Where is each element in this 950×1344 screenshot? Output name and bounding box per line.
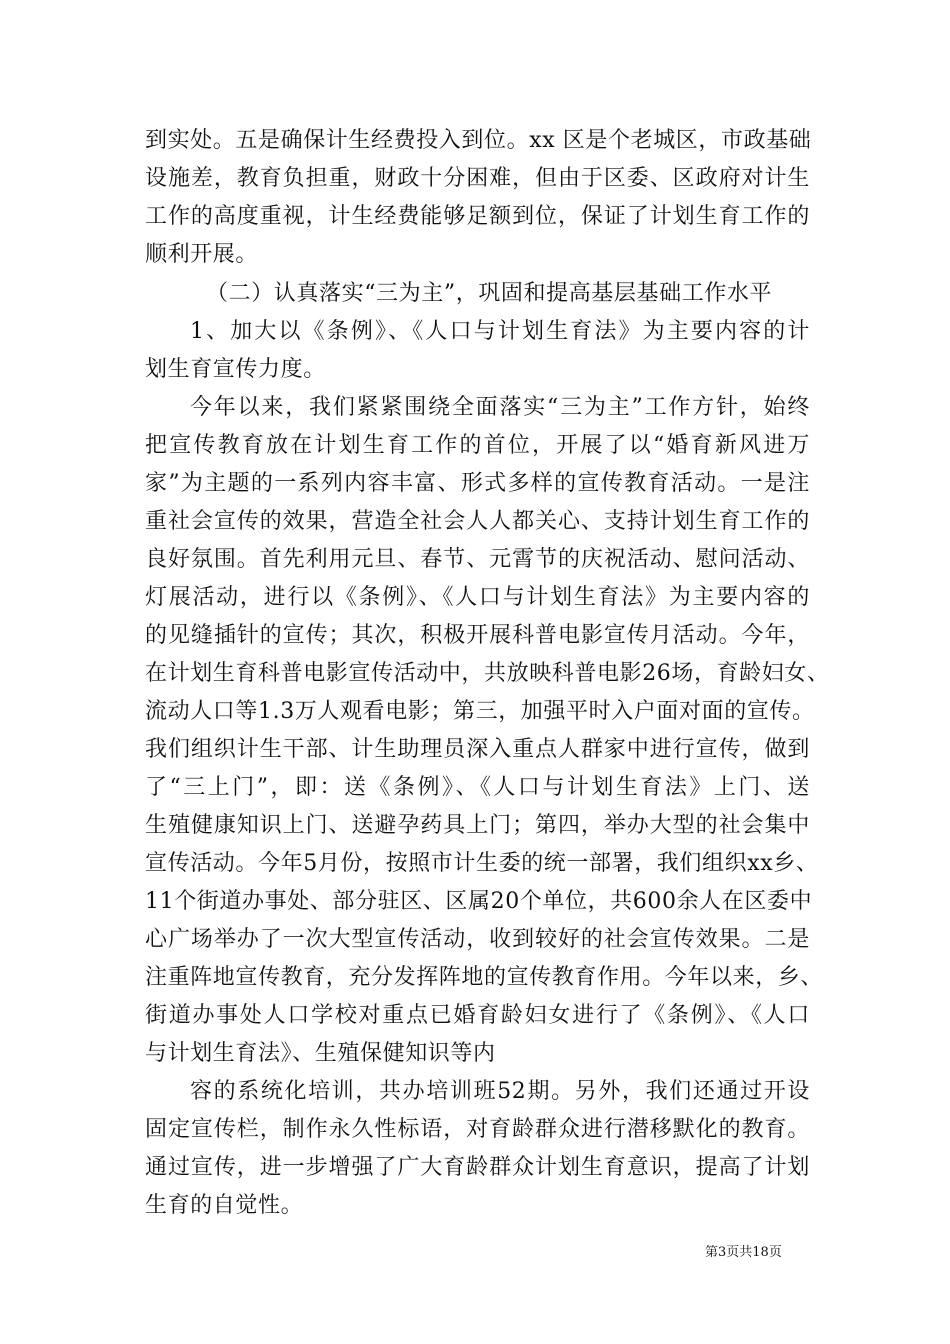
text-line: 划生育宣传力度。 xyxy=(145,357,326,382)
text-line: 固定宣传栏，制作永久性标语，对育龄群众进行潜移默化的教育。 xyxy=(145,1117,810,1142)
text-line: 了“三上门”，即：送《条例》、《人口与计划生育法》上门、送 xyxy=(145,775,810,800)
text-line: 我们组织计生干部、计生助理员深入重点人群家中进行宣传，做到 xyxy=(145,737,810,762)
text-line: 1、加大以《条例》、《人口与计划生育法》为主要内容的计 xyxy=(190,319,810,344)
text-line: 工作的高度重视，计生经费能够足额到位，保证了计划生育工作的 xyxy=(145,204,810,229)
text-line: 心广场举办了一次大型宣传活动，收到较好的社会宣传效果。二是 xyxy=(145,927,810,952)
text-line: 良好氛围。首先利用元旦、春节、元霄节的庆祝活动、慰问活动、 xyxy=(145,547,810,572)
text-line: 顺利开展。 xyxy=(145,242,259,267)
text-line: 家”为主题的一系列内容丰富、形式多样的宣传教育活动。一是注 xyxy=(145,471,810,496)
text-line: 设施差，教育负担重，财政十分困难，但由于区委、区政府对计生 xyxy=(145,166,810,191)
page-number: 第3页共18页 xyxy=(705,1245,782,1260)
text-line: 生育的自觉性。 xyxy=(145,1193,304,1218)
text-line: 灯展活动，进行以《条例》、《人口与计划生育法》为主要内容的 xyxy=(145,585,810,610)
text-line: 到实处。五是确保计生经费投入到位。xx 区是个老城区，市政基础 xyxy=(145,128,812,153)
text-line: 流动人口等1.3万人观看电影；第三，加强平时入户面对面的宣传。 xyxy=(145,699,815,724)
text-line: 与计划生育法》、生殖保健知识等内 xyxy=(145,1041,496,1066)
text-line: 街道办事处人口学校对重点已婚育龄妇女进行了《条例》、《人口 xyxy=(145,1003,810,1028)
text-line: 在计划生育科普电影宣传活动中，共放映科普电影26场，育龄妇女、 xyxy=(145,661,830,686)
text-line: 重社会宣传的效果，营造全社会人人都关心、支持计划生育工作的 xyxy=(145,509,810,534)
text-line: 今年以来，我们紧紧围绕全面落实“三为主”工作方针，始终 xyxy=(190,395,810,420)
text-line: 宣传活动。今年5月份，按照市计生委的统一部署，我们组织xx乡、 xyxy=(145,851,819,876)
text-line: 的见缝插针的宣传；其次，积极开展科普电影宣传月活动。今年， xyxy=(145,623,810,648)
text-line: 把宣传教育放在计划生育工作的首位，开展了以“婚育新风进万 xyxy=(145,433,810,458)
text-line: 容的系统化培训，共办培训班52期。另外，我们还通过开设 xyxy=(190,1079,810,1104)
section-heading: （二）认真落实“三为主”，巩固和提高基层基础工作水平 xyxy=(206,281,773,306)
text-line: 生殖健康知识上门、送避孕药具上门；第四，举办大型的社会集中 xyxy=(145,813,810,838)
text-line: 11个街道办事处、部分驻区、区属20个单位，共600余人在区委中 xyxy=(145,889,813,914)
text-line: 通过宣传，进一步增强了广大育龄群众计划生育意识，提高了计划 xyxy=(145,1155,810,1180)
text-line: 注重阵地宣传教育，充分发挥阵地的宣传教育作用。今年以来，乡、 xyxy=(145,965,824,990)
